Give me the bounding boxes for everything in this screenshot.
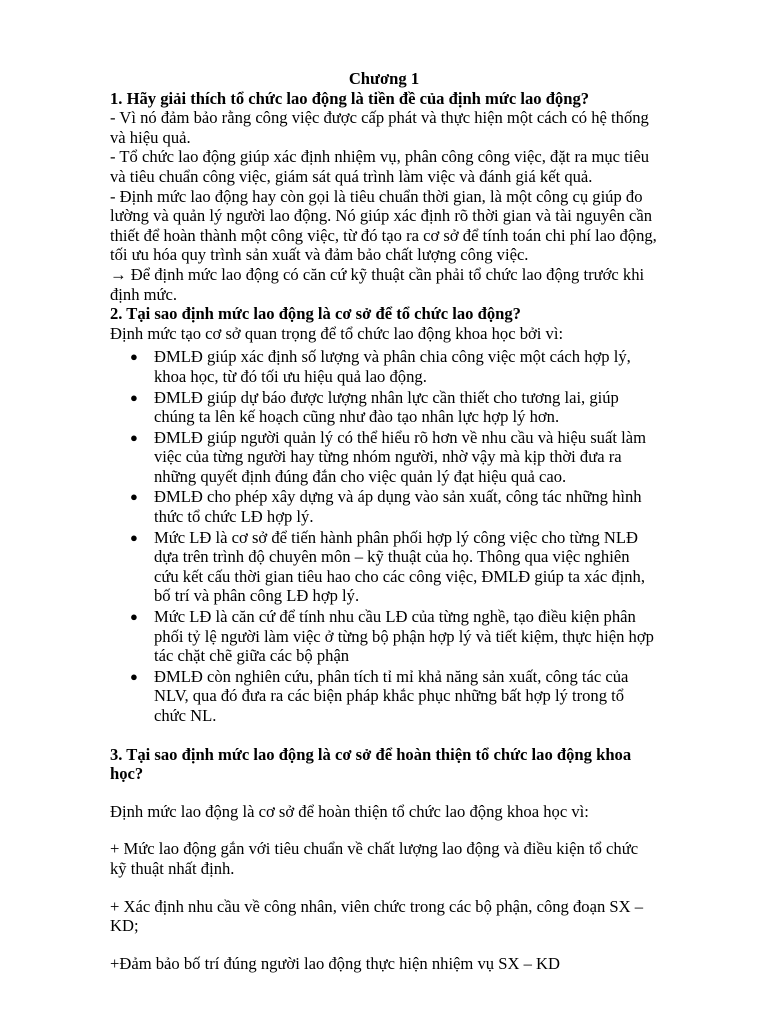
bullet-item (130, 666, 658, 726)
spacer (110, 879, 658, 897)
bullet-dot-icon: ● (130, 609, 138, 625)
bullet-item (130, 527, 658, 606)
spacer (110, 727, 658, 745)
bullet-dot-icon: ● (130, 349, 138, 365)
bullet-text: ĐMLĐ giúp dự báo được lượng nhân lực cần thiết cho tương lai, giúp chúng ta lên kế hoạch cũng như đào tạo nhân lực hợp lý hơn. (154, 387, 619, 427)
bullet-text: ĐMLĐ cho phép xây dựng và áp dụng vào sản xuất, công tác những hình thức tổ chức LĐ hợp lý. (154, 487, 642, 527)
section-3-point: + Mức lao động gắn với tiêu chuẩn về chất lượng lao động và điều kiện tổ chức kỹ thuật nhất định. (110, 839, 639, 878)
section-3-point: + Xác định nhu cầu về công nhân, viên chức trong các bộ phận, công đoạn SX – KD; (110, 896, 644, 936)
bullet-item (130, 487, 658, 527)
section-1-paragraph: - Vì nó đảm bảo rằng công việc được cấp phát và thực hiện một cách có hệ thống và hiệu quả. (110, 108, 649, 147)
section-3-point: +Đảm bảo bố trí đúng người lao động thực hiện nhiệm vụ SX – KD (110, 953, 560, 973)
bullet-dot-icon: ● (130, 489, 138, 505)
section-1-conclusion: → Để định mức lao động có căn cứ kỹ thuật cần phải tổ chức lao động trước khi định mức. (110, 264, 645, 304)
bullet-item (130, 347, 658, 386)
spacer (110, 936, 658, 954)
chapter-title: Chương 1 (348, 69, 420, 88)
bullet-dot-icon: ● (130, 529, 138, 545)
section-1-paragraph: - Tổ chức lao động giúp xác định nhiệm vụ, phân công công việc, đặt ra mục tiêu và tiêu chuẩn công việc, giám sát quá trình làm việc và đánh giá kết quả. (110, 147, 650, 186)
section-1-paragraph: - Định mức lao động hay còn gọi là tiêu chuẩn thời gian, là một công cụ giúp đo lường và quản lý người lao động. Nó giúp xác định rõ thời gian và tài nguyên cần thiết để hoàn thành một công việc, từ đó tạo ra cơ sở để tính toán chi phí lao động, tối ưu hóa quy trình sản xuất và đảm bảo chất lượng công việc. (110, 186, 657, 265)
bullet-item (130, 387, 658, 427)
spacer (110, 821, 658, 839)
bullet-dot-icon: ● (130, 429, 138, 445)
spacer (110, 784, 658, 802)
bullet-text: ĐMLĐ giúp người quản lý có thể hiểu rõ hơn về nhu cầu và hiệu suất làm việc của từng người hay từng nhóm người, nhờ vậy mà kịp thời đưa ra những quyết định đúng đắn cho việc quản lý đạt hiệu quả cao. (154, 427, 646, 486)
bullet-item (130, 607, 658, 666)
section-3-intro: Định mức lao động là cơ sở để hoàn thiện tổ chức lao động khoa học vì: (110, 801, 589, 821)
section-1-heading: 1. Hãy giải thích tổ chức lao động là tiền đề của định mức lao động? (110, 88, 590, 108)
bullet-text: Mức LĐ là cơ sở để tiến hành phân phối hợp lý công việc cho từng NLĐ dựa trên trình độ chuyên môn – kỹ thuật của họ. Thông qua việc nghiên cứu kết cấu thời gian tiêu hao cho các công việc, ĐMLĐ giúp ta xác định, bố trí và phân công LĐ hợp lý. (154, 527, 645, 606)
bullet-dot-icon: ● (130, 389, 138, 405)
section-2-heading: 2. Tại sao định mức lao động là cơ sở để tổ chức lao động? (110, 304, 521, 324)
bullet-item (130, 427, 658, 487)
bullet-text: ĐMLĐ còn nghiên cứu, phân tích tỉ mỉ khả năng sản xuất, công tác của NLV, qua đó đưa ra các biện pháp khắc phục những bất hợp lý trong tổ chức NL. (154, 666, 629, 725)
bullet-text: ĐMLĐ giúp xác định số lượng và phân chia công việc một cách hợp lý, khoa học, từ đó tối ưu hiệu quả lao động. (154, 347, 631, 386)
bullet-text: Mức LĐ là căn cứ để tính nhu cầu LĐ của từng nghề, tạo điều kiện phân phối tỷ lệ người làm việc ở từng bộ phận hợp lý và tiết kiệm, thực hiện hợp tác chặt chẽ giữa các bộ phận (154, 607, 654, 666)
section-2-intro: Định mức tạo cơ sở quan trọng để tổ chức lao động khoa học bởi vì: (110, 323, 564, 343)
section-3-heading: 3. Tại sao định mức lao động là cơ sở để hoàn thiện tổ chức lao động khoa học? (110, 744, 632, 784)
section-2-bullet-list (110, 347, 658, 725)
bullet-dot-icon: ● (130, 668, 138, 684)
